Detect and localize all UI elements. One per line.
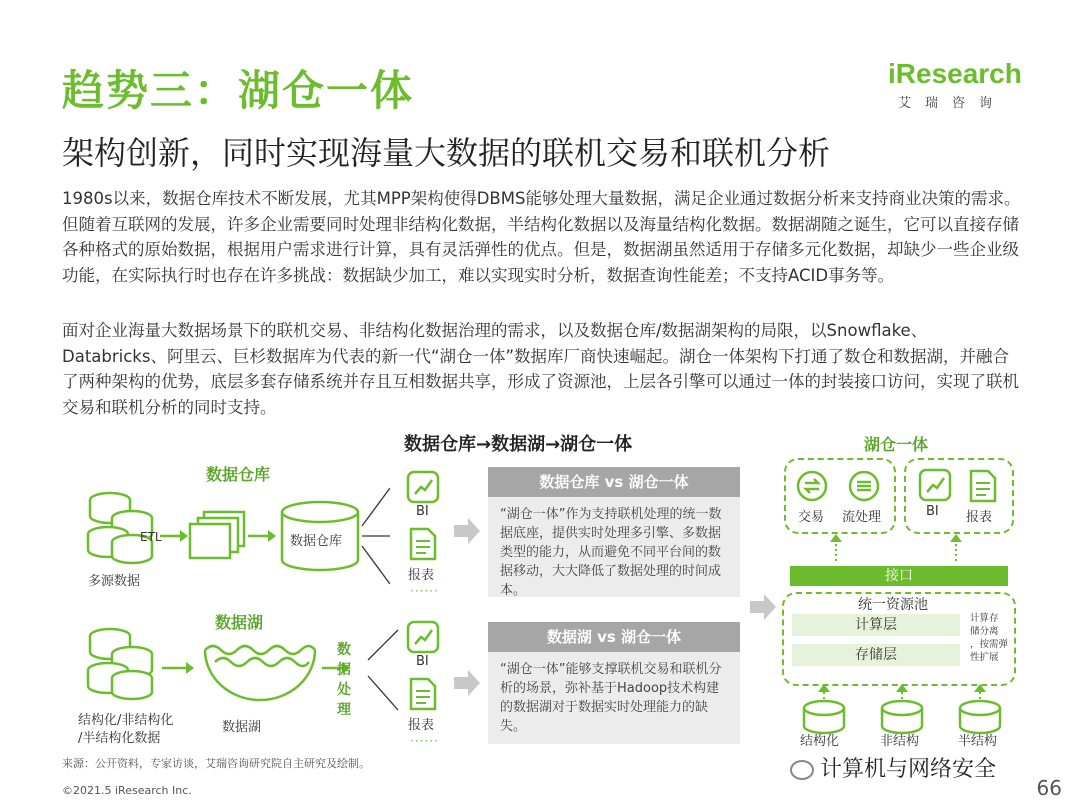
compare-lake-heading: 数据湖 vs 湖仓一体 bbox=[488, 622, 740, 652]
report-label-2: 报表 bbox=[408, 718, 435, 733]
multi-source-label: 多源数据 bbox=[88, 574, 141, 589]
watermark: 计算机与网络安全 bbox=[790, 752, 996, 783]
lake-source-label: 结构化/非结构化 /半结构化数据 bbox=[78, 713, 174, 746]
page-subtitle: 架构创新，同时实现海量大数据的联机交易和联机分析 bbox=[62, 134, 831, 172]
report-label-1: 报表 bbox=[408, 568, 435, 583]
lakehouse-label: 湖仓一体 bbox=[864, 435, 929, 454]
arrow-right-icon bbox=[452, 668, 482, 698]
copyright: ©2021.5 iResearch Inc. bbox=[62, 784, 192, 797]
lake-icon bbox=[205, 646, 315, 700]
storage-layer: 存储层 bbox=[792, 644, 960, 666]
db-unstructured-label: 非结构 bbox=[880, 734, 920, 749]
etl-label: ETL bbox=[140, 530, 162, 544]
lake-store-label: 数据湖 bbox=[222, 720, 262, 735]
page-number: 66 bbox=[1036, 776, 1062, 800]
arrow-right-icon bbox=[452, 516, 482, 546]
compare-warehouse-text: “湖仓一体”作为支持联机处理的统一数据底座，提供实时处理多引擎、多数据类型的能力，从而避免不同平台间的数据移动，大大降低了数据处理的时间成本。 bbox=[500, 507, 722, 598]
exchange-icon bbox=[796, 470, 828, 502]
resource-pool-label: 统一资源池 bbox=[858, 597, 928, 613]
figure-title: 数据仓库→数据湖→湖仓一体 bbox=[404, 434, 633, 455]
interface-bar: 接口 bbox=[790, 566, 1008, 586]
trade-label: 交易 bbox=[798, 510, 825, 525]
brand-name: iResearch bbox=[888, 58, 1022, 89]
bi-label-2: BI bbox=[416, 654, 429, 669]
compare-warehouse-box bbox=[488, 467, 740, 597]
warehouse-store-label: 数据仓库 bbox=[290, 534, 343, 549]
ellipsis-2: ······ bbox=[410, 734, 439, 748]
flow-label: 流处理 bbox=[842, 510, 882, 525]
db-structured-label: 结构化 bbox=[800, 734, 840, 749]
side-note: 计算存 储分离 ，按需弹 性扩展 bbox=[970, 613, 1009, 663]
bi-chart-icon bbox=[406, 620, 440, 654]
ellipsis-1: ······ bbox=[410, 584, 439, 598]
compare-lake-text: “湖仓一体”能够支撑联机交易和联机分析的场景，弥补基于Hadoop技术构建的数据湖对于数据实时处理能力的缺失。 bbox=[500, 662, 722, 734]
bi-chart-icon bbox=[406, 470, 440, 504]
db-semistructured-label: 半结构 bbox=[958, 734, 998, 749]
up-arrows bbox=[784, 530, 1014, 566]
multi-type-db-icon bbox=[88, 629, 152, 699]
warehouse-label: 数据仓库 bbox=[206, 465, 271, 484]
lakehouse-report-label: 报表 bbox=[966, 510, 993, 525]
body-paragraph-1: 1980s以来，数据仓库技术不断发展，尤其MPP架构使得DBMS能够处理大量数据，满足企业通过数据分析来支持商业决策的需求。但随着互联网的发展，许多企业需要同时处理非结构化数据，半结构化数据以及海量结构化数据。数据湖随之诞生，它可以直接存储各种格式的原始数据，根据用户需求进行计算，具有灵活弹性的优点。但是，数据湖虽然适用于存储多元化数据，却缺少一些企业级功能，在实际执行时也存在许多挑战：数据缺少加工，难以实现实时分析，数据查询性能差；不支持ACID事务等。 bbox=[62, 189, 1021, 285]
compute-layer: 计算层 bbox=[792, 614, 960, 636]
brand-logo bbox=[888, 58, 1038, 111]
report-doc-icon bbox=[408, 526, 438, 562]
compare-lake-box bbox=[488, 622, 740, 744]
compare-warehouse-heading: 数据仓库 vs 湖仓一体 bbox=[488, 467, 740, 497]
source-note: 来源：公开资料，专家访谈，艾瑞咨询研究院自主研究及绘制。 bbox=[62, 757, 370, 770]
lakehouse-bi-label: BI bbox=[926, 504, 939, 519]
etl-icon bbox=[190, 512, 244, 558]
lake-label: 数据湖 bbox=[215, 613, 264, 632]
page-title: 趋势三：湖仓一体 bbox=[62, 66, 415, 115]
bi-chart-icon bbox=[918, 468, 952, 502]
multi-source-db-icon bbox=[88, 493, 152, 563]
bi-label-1: BI bbox=[416, 504, 429, 519]
stream-icon bbox=[848, 470, 880, 502]
brand-cn: 艾瑞咨询 bbox=[898, 96, 1007, 111]
report-doc-icon bbox=[968, 468, 998, 504]
report-doc-icon bbox=[408, 676, 438, 712]
arrow-right-icon bbox=[748, 592, 778, 622]
data-processing-label: 数 据 处 理 bbox=[337, 642, 351, 718]
body-paragraph-2: 面对企业海量大数据场景下的联机交易、非结构化数据治理的需求，以及数据仓库/数据湖架构的局限，以Snowflake、Databricks、阿里云、巨杉数据库为代表的新一代“湖仓一体”数据库厂商快速崛起。湖仓一体架构下打通了数仓和数据湖，并融合了两种架构的优势，底层多套存储系统并存且互相数据共享，形成了资源池，上层各引擎可以通过一体的封装接口访问，实现了联机交易和联机分析的同时支持。 bbox=[62, 321, 1019, 417]
db-cylinder-icon bbox=[804, 701, 1000, 733]
wechat-icon bbox=[790, 760, 814, 780]
